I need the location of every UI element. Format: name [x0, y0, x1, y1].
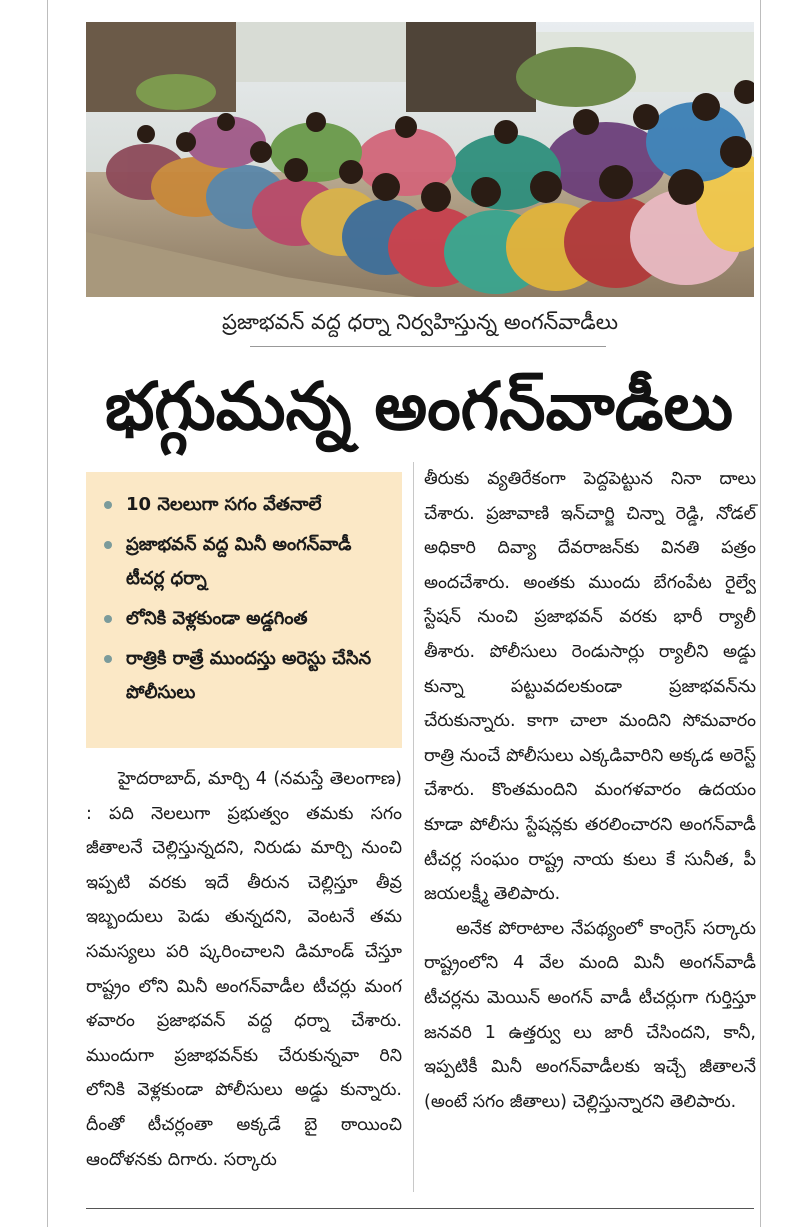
highlights-box	[86, 472, 402, 748]
protest-crowd-photo	[86, 22, 754, 297]
highlight-text: రాత్రికి రాత్రే ముందస్తు అరెస్టు చేసిన పోలీసులు	[126, 648, 372, 703]
highlight-item	[104, 602, 392, 636]
bullet-icon	[104, 655, 112, 663]
article-column-left	[86, 762, 402, 1177]
highlight-item	[104, 642, 392, 710]
article-column-right	[424, 462, 756, 1119]
headline: భగ్గుమన్న అంగన్‌వాడీలు	[104, 368, 734, 445]
news-photo	[86, 22, 754, 297]
article-paragraph: తీరుకు వ్యతిరేకంగా పెద్దపెట్టున నినా దాలు చేశారు. ప్రజావాణి ఇన్‌చార్జి చిన్నా రెడ్డి, నోడల్ అధికారి దివ్యా దేవరాజన్‌కు వినతి పత్రం అందచేశారు. అంతకు ముందు బేగంపేట రైల్వే స్టేషన్ నుంచి ప్రజాభవన్ వరకు భారీ ర్యాలీ తీశారు. పోలీసులు రెండుసార్లు ర్యాలీని అడ్డు కున్నా పట్టువదలకుండా ప్రజాభవన్‌ను చేరుకున్నారు. కాగా చాలా మందిని సోమవారం రాత్రి నుంచే పోలీసులు ఎక్కడివారిని అక్కడ అరెస్ట్ చేశారు. కొంతమందిని మంగళవారం ఉదయం కూడా పోలీసు స్టేషన్లకు తరలించారని అంగన్‌వాడీ టీచర్ల సంఘం రాష్ట్ర నాయ కులు కే సునీత, పీ జయలక్ష్మీ తెలిపారు.	[424, 469, 756, 905]
highlight-text: ప్రజాభవన్ వద్ద మినీ అంగన్‌వాడీ టీచర్ల ధర్నా	[126, 534, 352, 589]
highlight-item	[104, 528, 392, 596]
bullet-icon	[104, 501, 112, 509]
highlight-item	[104, 488, 392, 522]
column-divider	[413, 462, 414, 1192]
bottom-rule	[86, 1208, 754, 1209]
caption-divider	[250, 346, 606, 347]
article-paragraph: అనేక పోరాటాల నేపథ్యంలో కాంగ్రెస్ సర్కారు రాష్ట్రంలోని 4 వేల మంది మినీ అంగన్‌వాడీ టీచర్లను మెయిన్ అంగన్ వాడీ టీచర్లుగా గుర్తిస్తూ జనవరి 1 ఉత్తర్వు లు జారీ చేసిందని, కానీ, ఇప్పటికీ మినీ అంగన్‌వాడీలకు ఇచ్చే జీతాలనే (అంటే సగం జీతాలు) చెల్లిస్తున్నారని తెలిపారు.	[424, 918, 756, 1112]
article-paragraph: హైదరాబాద్, మార్చి 4 (నమస్తే తెలంగాణ) : పది నెలలుగా ప్రభుత్వం తమకు సగం జీతాలనే చెల్లిస్తున్నదని, నిరుడు మార్చి నుంచి ఇప్పటి వరకు ఇదే తీరున చెల్లిస్తూ తీవ్ర ఇబ్బందులు పెడు తున్నదని, వెంటనే తమ సమస్యలు పరి ష్కరించాలని డిమాండ్ చేస్తూ రాష్ట్రం లోని మినీ అంగన్‌వాడీల టీచర్లు మంగ ళవారం ప్రజాభవన్ వద్ద ధర్నా చేశారు. ముందుగా ప్రజాభవన్‌కు చేరుకున్నవా రిని లోనికి వెళ్లకుండా పోలీసులు అడ్డు కున్నారు. దీంతో టీచర్లంతా అక్కడే బై ఠాయించి ఆందోళనకు దిగారు. సర్కారు	[86, 769, 402, 1170]
photo-caption: ప్రజాభవన్ వద్ద ధర్నా నిర్వహిస్తున్న అంగన్‌వాడీలు	[222, 310, 618, 334]
bullet-icon	[104, 615, 112, 623]
bullet-icon	[104, 541, 112, 549]
highlight-text: 10 నెలలుగా సగం వేతనాలే	[126, 494, 322, 515]
highlight-text: లోనికి వెళ్లకుండా అడ్డగింత	[126, 608, 308, 629]
